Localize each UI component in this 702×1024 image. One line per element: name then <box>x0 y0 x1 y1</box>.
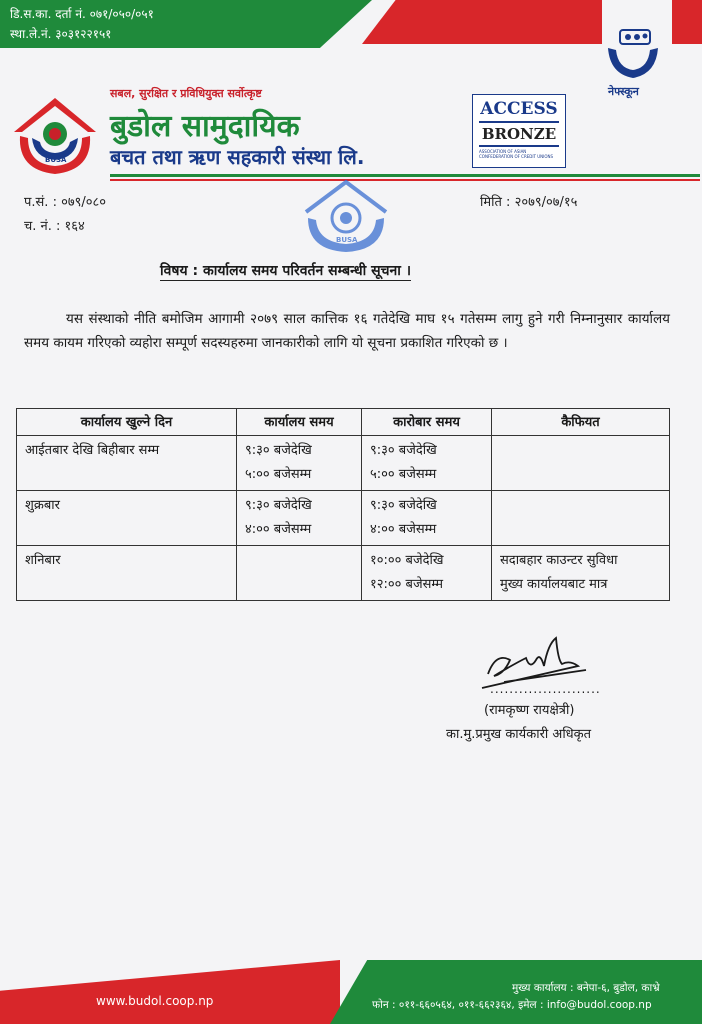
busa-logo <box>8 92 102 178</box>
office-time-cell <box>237 491 362 546</box>
watermark-logo <box>300 178 392 256</box>
footer-red-band <box>0 960 340 1024</box>
pan-number: स्था.ले.नं. ३०३१२२१५१ <box>10 27 112 41</box>
time-to: ५:०० बजेसम्म <box>245 467 312 482</box>
time-to: ५:०० बजेसम्म <box>370 467 437 482</box>
remarks-cell <box>492 546 670 601</box>
transaction-time-cell <box>362 491 492 546</box>
footer-contact: फोन : ०११-६६०५६४, ०११-६६२३६४, इमेल : info@budol.coop.np <box>372 999 652 1011</box>
time-to: १२:०० बजेसम्म <box>370 577 444 592</box>
time-to: ४:०० बजेसम्म <box>245 522 312 537</box>
time-from: ९:३० बजेदेखि <box>370 443 437 458</box>
notice-body: यस संस्थाको नीति बमोजिम आगामी २०७९ साल कात्तिक १६ गतेदेखि माघ १५ गतेसम्म लागु हुने गरी निम्नानुसार कार्यालय समय कायम गरिएको व्यहोरा सम्पूर्ण सदस्यहरुमा जानकारीको लागि यो सूचना प्रकाशित गरिएको छ । <box>24 311 670 351</box>
reference-number: प.सं. : ०७९/०८० <box>24 195 107 210</box>
table-header-row <box>17 409 670 436</box>
time-from: ९:३० बजेदेखि <box>245 498 312 513</box>
signature-dots: ....................... <box>490 682 601 696</box>
footer-website[interactable]: www.budol.coop.np <box>96 994 214 1008</box>
day-cell: शनिबार <box>17 546 237 601</box>
table-row <box>17 436 670 491</box>
remark-line: मुख्य कार्यालयबाट मात्र <box>500 577 608 592</box>
office-time-cell <box>237 436 362 491</box>
time-from: ९:३० बजेदेखि <box>370 498 437 513</box>
header-red-band <box>362 0 602 44</box>
subject-line: विषय : कार्यालय समय परिवर्तन सम्बन्धी सूचना । <box>160 263 412 279</box>
badge-divider <box>479 145 559 147</box>
busa-logo-text: BUSA <box>45 156 67 164</box>
signatory-name: (रामकृष्ण रायक्षेत्री) <box>484 703 575 718</box>
table-row <box>17 546 670 601</box>
header-red-corner <box>672 0 702 44</box>
tagline: सबल, सुरक्षित र प्रविधियुक्त सर्वोत्कृष्ट <box>110 87 262 100</box>
nefscun-logo <box>604 22 662 82</box>
dispatch-number: च. नं. : १६४ <box>24 219 85 234</box>
nefscun-label: नेफ्स्कून <box>608 85 639 98</box>
column-header-transaction-time: कारोबार समय <box>362 409 492 436</box>
remark-line: सदाबहार काउन्टर सुविधा <box>500 553 618 568</box>
signatory-title: का.मु.प्रमुख कार्यकारी अधिकृत <box>446 727 592 742</box>
transaction-time-cell <box>362 546 492 601</box>
header-rule-green <box>110 174 700 177</box>
organization-subtitle: बचत तथा ऋण सहकारी संस्था लि. <box>110 145 365 169</box>
access-level: BRONZE <box>481 125 557 143</box>
time-from: ९:३० बजेदेखि <box>245 443 312 458</box>
office-hours-table <box>16 408 670 601</box>
day-cell: आईतबार देखि बिहीबार सम्म <box>17 436 237 491</box>
remarks-cell <box>492 436 670 491</box>
column-header-office-time: कार्यालय समय <box>237 409 362 436</box>
day-cell: शुक्रबार <box>17 491 237 546</box>
hands-coins-icon <box>604 22 662 82</box>
access-caption: ASSOCIATION OF ASIAN CONFEDERATION OF CREDIT UNIONS <box>479 149 554 159</box>
watermark-logo-text: BUSA <box>336 236 358 244</box>
access-title: ACCESS <box>480 99 558 119</box>
office-time-cell <box>237 546 362 601</box>
table-row <box>17 491 670 546</box>
footer-address: मुख्य कार्यालय : बनेपा-६, बुडोल, काभ्रे <box>512 982 660 994</box>
house-hands-icon <box>8 92 102 178</box>
badge-divider <box>479 121 559 123</box>
letter-date: मिति : २०७९/०७/१५ <box>480 195 578 210</box>
transaction-time-cell <box>362 436 492 491</box>
column-header-remarks: कैफियत <box>492 409 670 436</box>
house-hands-icon <box>300 178 392 256</box>
registration-number: डि.स.का. दर्ता नं. ०७१/०५०/०५१ <box>10 7 154 21</box>
time-to: ४:०० बजेसम्म <box>370 522 437 537</box>
time-from: १०:०० बजेदेखि <box>370 553 444 568</box>
header-rule-red <box>110 179 700 181</box>
access-bronze-badge <box>472 94 566 168</box>
organization-name: बुडोल सामुदायिक <box>110 109 300 144</box>
remarks-cell <box>492 491 670 546</box>
column-header-day: कार्यालय खुल्ने दिन <box>17 409 237 436</box>
